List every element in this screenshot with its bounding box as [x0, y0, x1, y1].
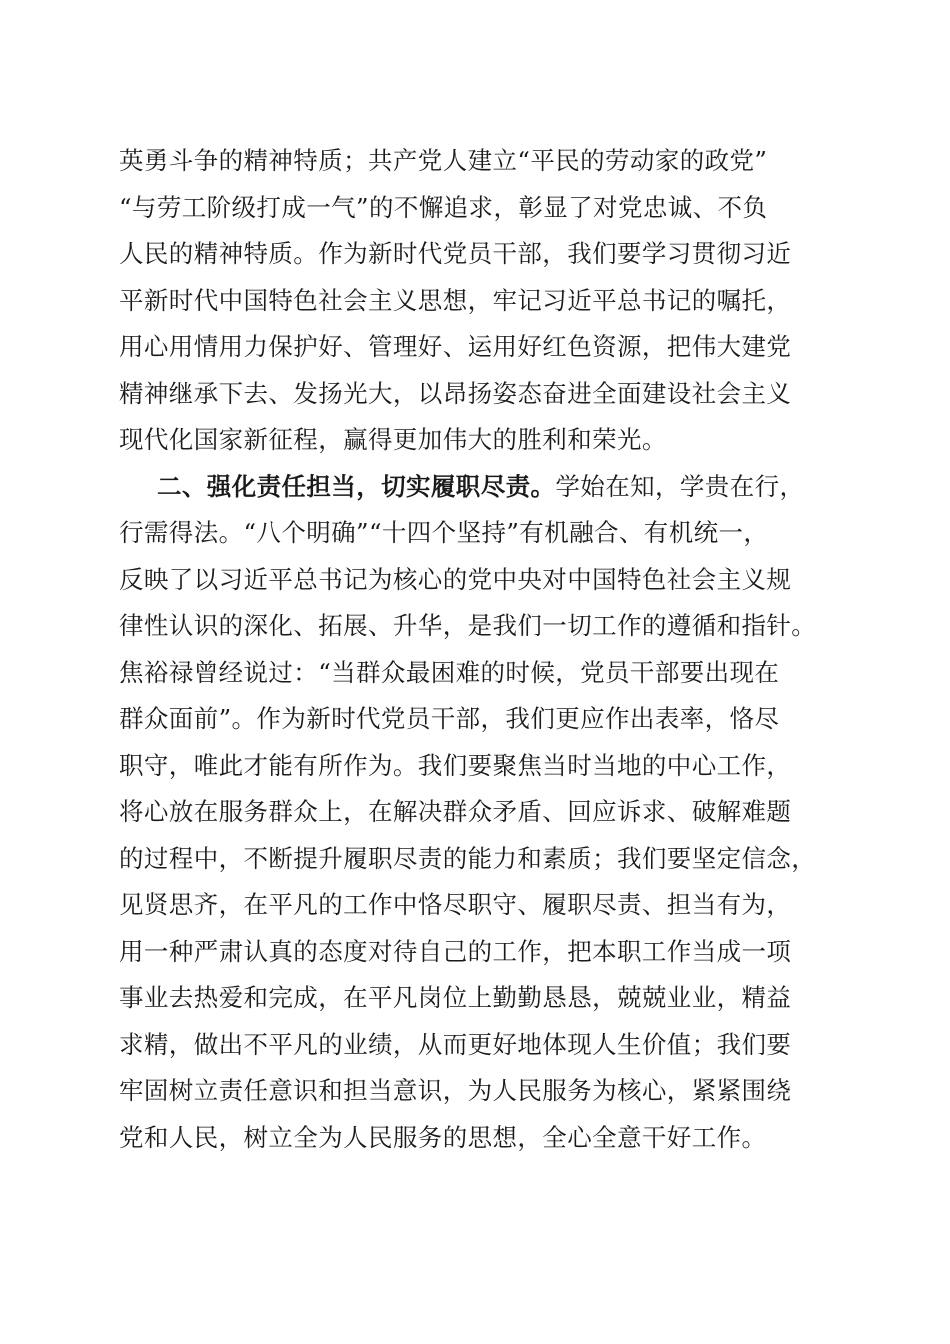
text-line: 职守，唯此才能有所作为。我们要聚焦当时当地的中心工作，: [119, 750, 792, 780]
text-line: 牢固树立责任意识和担当意识，为人民服务为核心，紧紧围绕: [119, 1076, 792, 1105]
text-line: 见贤思齐，在平凡的工作中恪尽职守、履职尽责、担当有为，: [119, 890, 792, 919]
text-line: 反映了以习近平总书记为核心的党中央对中国特色社会主义规: [119, 564, 792, 594]
text-line: “与劳工阶级打成一气”的不懈追求，彰显了对党忠诚、不负: [119, 192, 768, 222]
text-line: 事业去热爱和完成，在平凡岗位上勤勤恳恳，兢兢业业，精益: [119, 983, 792, 1012]
text-line: 群众面前”。作为新时代党员干部，我们更应作出表率，恪尽: [119, 704, 780, 733]
document-body: [119, 138, 839, 1161]
section-intro-text: 学始在知，学贵在行，: [555, 471, 805, 501]
section-heading-line: [119, 464, 839, 511]
section-heading: 二、强化责任担当，切实履职尽责。: [157, 471, 556, 501]
text-line: 律性认识的深化、拓展、升华，是我们一切工作的遵循和指针。: [119, 611, 817, 640]
text-line: 党和人民，树立全为人民服务的思想，全心全意干好工作。: [119, 1122, 767, 1152]
text-line: 英勇斗争的精神特质；共产党人建立“平民的劳动家的政党”: [119, 146, 768, 175]
text-line: 行需得法。“八个明确”“十四个坚持”有机融合、有机统一，: [119, 518, 769, 547]
text-line: 将心放在服务群众上，在解决群众矛盾、回应诉求、破解难题: [119, 797, 792, 826]
text-line: 用心用情用力保护好、管理好、运用好红色资源，把伟大建党: [119, 332, 792, 361]
text-line: 平新时代中国特色社会主义思想，牢记习近平总书记的嘱托，: [119, 285, 792, 315]
text-line: 现代化国家新征程，赢得更加伟大的胜利和荣光。: [119, 425, 667, 454]
text-line: 焦裕禄曾经说过：“当群众最困难的时候，党员干部要出现在: [119, 657, 780, 687]
text-line: 精神继承下去、发扬光大，以昂扬姿态奋进全面建设社会主义: [119, 378, 792, 408]
text-line: 的过程中，不断提升履职尽责的能力和素质；我们要坚定信念，: [119, 843, 817, 873]
text-line: 求精，做出不平凡的业绩，从而更好地体现人生价值；我们要: [119, 1029, 792, 1059]
text-line: 用一种严肃认真的态度对待自己的工作，把本职工作当成一项: [119, 936, 792, 966]
text-line: 人民的精神特质。作为新时代党员干部，我们要学习贯彻习近: [119, 239, 792, 268]
